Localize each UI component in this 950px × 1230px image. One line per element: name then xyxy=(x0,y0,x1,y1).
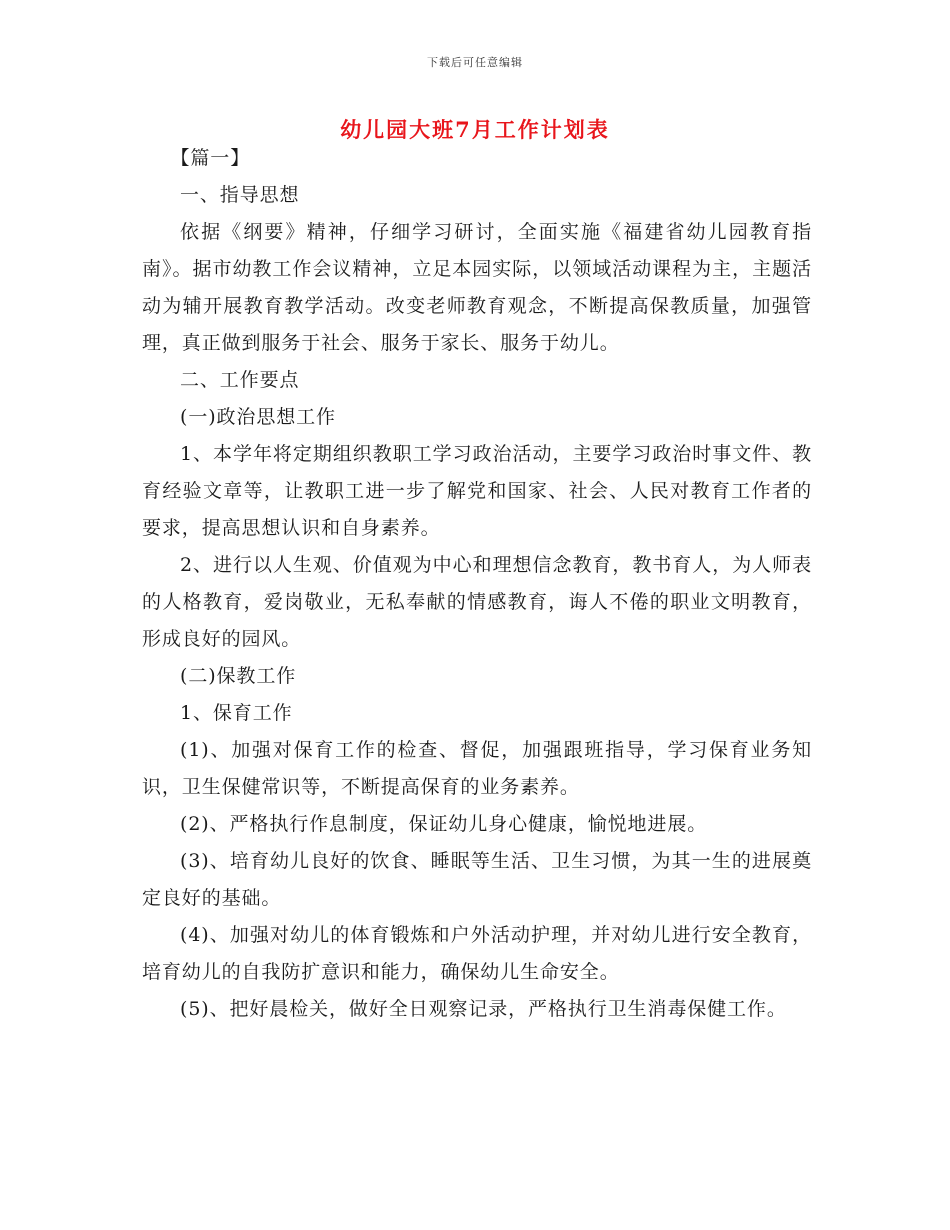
subheading-care-work: 1、保育工作 xyxy=(180,702,293,724)
paragraph-political-2: 2、进行以人生观、价值观为中心和理想信念教育，教书育人，为人师表的人格教育，爱岗敬业，无私奉献的情感教育，诲人不倦的职业文明教育，形成良好的园风。 xyxy=(142,554,812,650)
subheading-care-education: (二)保教工作 xyxy=(180,665,297,687)
document-title: 幼儿园大班7月工作计划表 xyxy=(340,117,610,142)
paragraph-care-3: (3)、培育幼儿良好的饮食、睡眠等生活、卫生习惯，为其一生的进展奠定良好的基础。 xyxy=(142,850,812,909)
heading-work-points: 二、工作要点 xyxy=(180,369,300,391)
paragraph-care-1: (1)、加强对保育工作的检查、督促，加强跟班指导，学习保育业务知识，卫生保健常识等，不断提高保育的业务素养。 xyxy=(142,739,812,798)
section-mark: 【篇一】 xyxy=(170,147,251,169)
heading-guiding-ideology: 一、指导思想 xyxy=(180,184,300,206)
document-body xyxy=(142,140,812,1028)
subheading-political-work: (一)政治思想工作 xyxy=(180,406,336,428)
paragraph-care-5: (5)、把好晨检关，做好全日观察记录，严格执行卫生消毒保健工作。 xyxy=(180,998,787,1020)
paragraph-care-4: (4)、加强对幼儿的体育锻炼和户外活动护理，并对幼儿进行安全教育，培育幼儿的自我防扩意识和能力，确保幼儿生命安全。 xyxy=(142,924,812,983)
paragraph-political-1: 1、本学年将定期组织教职工学习政治活动，主要学习政治时事文件、教育经验文章等，让教职工进一步了解党和国家、社会、人民对教育工作者的要求，提高思想认识和自身素养。 xyxy=(142,443,812,539)
header-note: 下载后可任意编辑 xyxy=(427,56,523,69)
paragraph-guiding-ideology: 依据《纲要》精神，仔细学习研讨，全面实施《福建省幼儿园教育指南》。据市幼教工作会议精神，立足本园实际，以领域活动课程为主，主题活动为辅开展教育教学活动。改变老师教育观念，不断提高保教质量，加强管理，真正做到服务于社会、服务于家长、服务于幼儿。 xyxy=(142,221,812,354)
paragraph-care-2: (2)、严格执行作息制度，保证幼儿身心健康，愉悦地进展。 xyxy=(180,813,708,835)
